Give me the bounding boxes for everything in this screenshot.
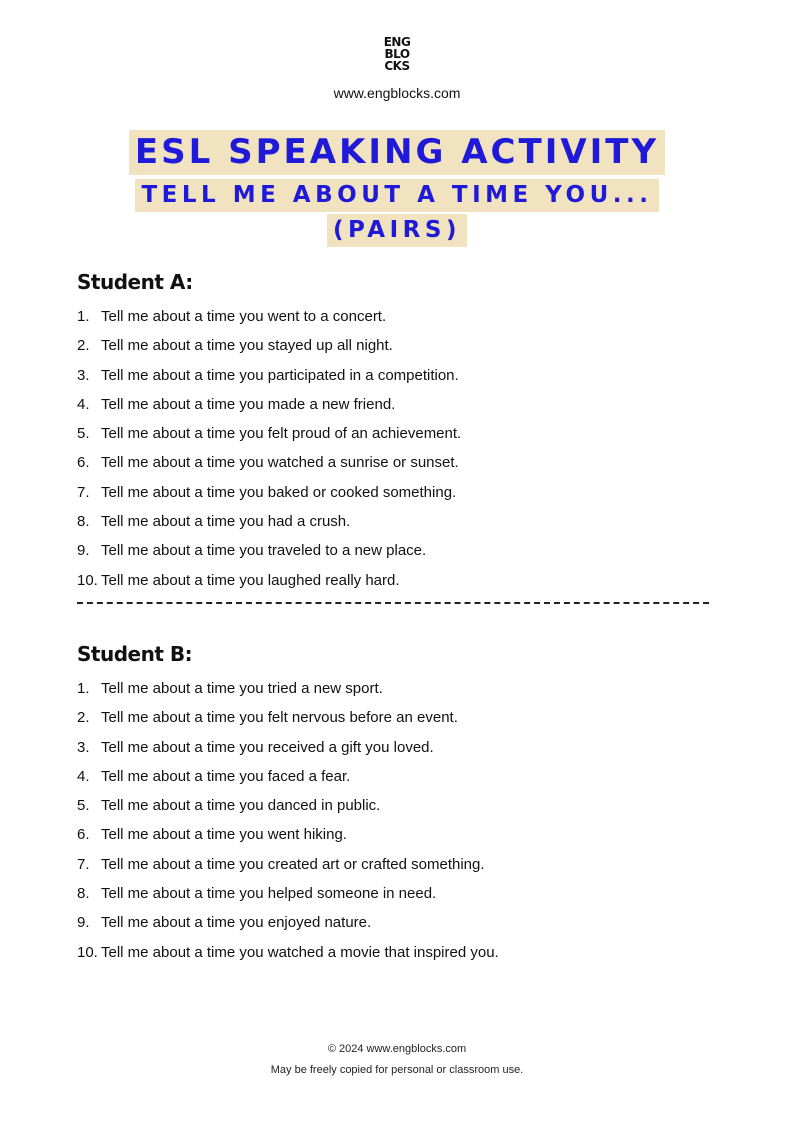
list-item (77, 570, 461, 599)
page-subtitle-pairs: (PAIRS) (327, 214, 467, 247)
item-number: 4. (77, 767, 90, 785)
item-text: Tell me about a time you had a crush. (101, 513, 351, 531)
item-text: Tell me about a time you stayed up all night. (101, 337, 393, 355)
item-number: 8. (77, 885, 90, 903)
item-number: 9. (77, 914, 90, 932)
section-divider (77, 602, 709, 604)
list-item (77, 707, 499, 736)
title-main-row (0, 130, 794, 175)
item-number: 1. (77, 308, 90, 325)
footer-note: May be freely copied for personal or classroom use. (270, 1064, 524, 1076)
item-text: Tell me about a time you tried a new sport. (101, 680, 383, 697)
list-item (77, 678, 499, 707)
student-b-heading: Student B: (77, 642, 193, 666)
item-text: Tell me about a time you made a new friend. (101, 395, 396, 413)
item-text: Tell me about a time you created art or crafted something. (101, 855, 485, 873)
item-text: Tell me about a time you felt proud of an achievement. (101, 425, 462, 443)
list-item (77, 365, 461, 394)
page-title: ESL SPEAKING ACTIVITY (129, 130, 665, 175)
item-number: 10. (77, 943, 98, 961)
list-item (77, 824, 499, 853)
item-number: 3. (77, 366, 90, 384)
item-number: 6. (77, 454, 90, 472)
list-item (77, 394, 461, 423)
item-number: 8. (77, 513, 90, 531)
item-text: Tell me about a time you participated in a competition. (101, 366, 459, 384)
item-text: Tell me about a time you received a gift you loved. (101, 738, 434, 756)
item-number: 4. (77, 395, 90, 413)
list-item (77, 452, 461, 481)
item-number: 9. (77, 542, 90, 560)
list-item (77, 854, 499, 883)
list-item (77, 540, 461, 569)
list-item (77, 306, 461, 335)
list-item (77, 737, 499, 766)
item-text: Tell me about a time you baked or cooked something. (101, 483, 457, 501)
item-number: 5. (77, 797, 90, 815)
item-text: Tell me about a time you enjoyed nature. (101, 914, 372, 932)
item-number: 7. (77, 855, 90, 873)
list-item (77, 482, 461, 511)
item-number: 5. (77, 425, 90, 443)
item-text: Tell me about a time you traveled to a new place. (101, 542, 427, 560)
list-item (77, 511, 461, 540)
student-b-list (77, 678, 499, 971)
item-text: Tell me about a time you laughed really hard. (101, 571, 400, 589)
item-text: Tell me about a time you watched a sunrise or sunset. (101, 454, 459, 472)
list-item (77, 942, 499, 971)
list-item (77, 423, 461, 452)
item-number: 2. (77, 337, 90, 355)
list-item (77, 795, 499, 824)
item-text: Tell me about a time you went to a concert. (101, 308, 387, 325)
title-sub1-row (0, 179, 794, 212)
item-text: Tell me about a time you watched a movie that inspired you. (101, 943, 499, 961)
logo-line: ENG (383, 35, 411, 49)
item-number: 10. (77, 571, 98, 589)
item-text: Tell me about a time you danced in public. (101, 797, 381, 815)
site-url: www.engblocks.com (333, 85, 461, 101)
item-text: Tell me about a time you went hiking. (101, 826, 347, 844)
item-text: Tell me about a time you felt nervous before an event. (101, 709, 458, 727)
list-item (77, 883, 499, 912)
logo-line: CKS (384, 59, 410, 73)
item-number: 7. (77, 483, 90, 501)
engblocks-logo (0, 36, 794, 75)
student-a-list (77, 306, 461, 599)
list-item (77, 335, 461, 364)
footer-copyright: © 2024 www.engblocks.com (327, 1043, 467, 1055)
item-number: 3. (77, 738, 90, 756)
list-item (77, 766, 499, 795)
logo-line: BLO (384, 47, 410, 61)
student-a-heading: Student A: (77, 270, 193, 294)
item-text: Tell me about a time you helped someone in need. (101, 885, 437, 903)
list-item (77, 912, 499, 941)
item-text: Tell me about a time you faced a fear. (101, 767, 351, 785)
title-sub2-row (0, 214, 794, 247)
item-number: 6. (77, 826, 90, 844)
item-number: 1. (77, 680, 90, 697)
item-number: 2. (77, 709, 90, 727)
page-subtitle: TELL ME ABOUT A TIME YOU... (135, 179, 658, 212)
